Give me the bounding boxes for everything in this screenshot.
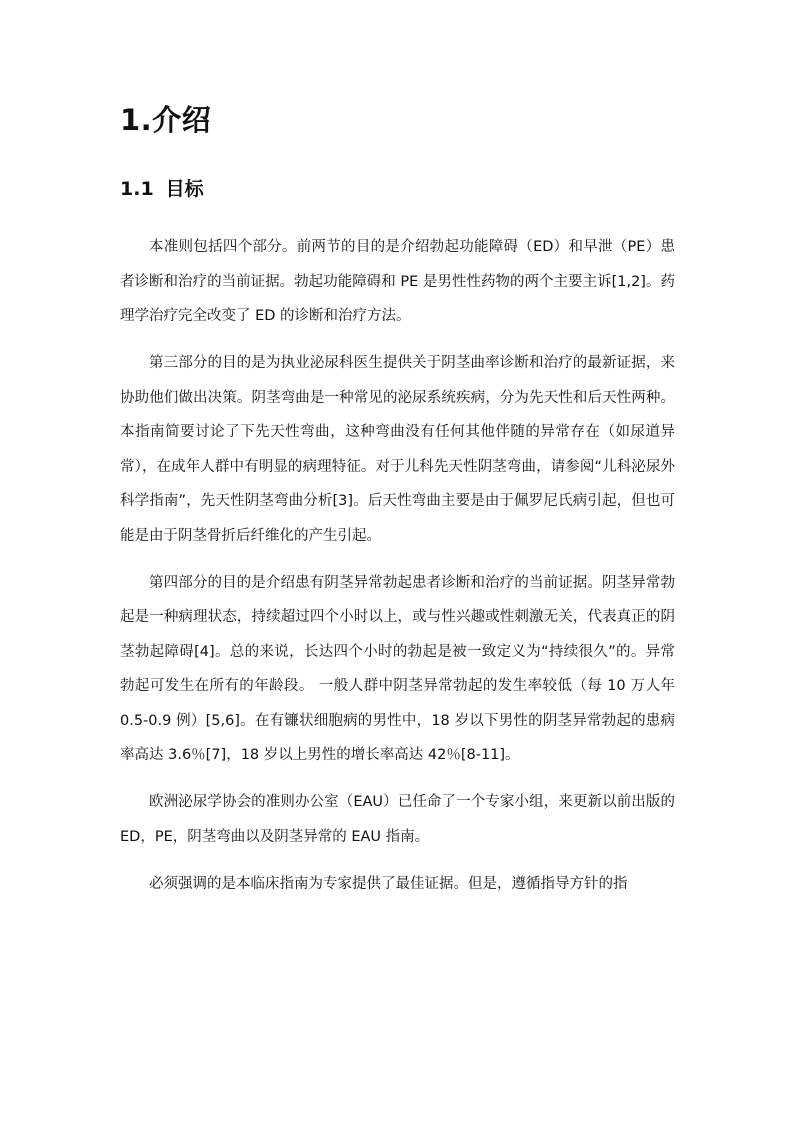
chapter-heading: 1.介绍 xyxy=(120,103,212,137)
paragraph-1: 本准则包括四个部分。前两节的目的是介绍勃起功能障碍（ED）和早泄（PE）患者诊断和治疗的当前证据。勃起功能障碍和 PE 是男性性药物的两个主要主诉[1,2]。药理学治疗完全改变了 ED 的诊断和治疗方法。 xyxy=(120,239,675,324)
section-heading xyxy=(120,174,204,204)
paragraph-2: 第三部分的目的是为执业泌尿科医生提供关于阴茎曲率诊断和治疗的最新证据，来协助他们做出决策。阴茎弯曲是一种常见的泌尿系统疾病，分为先天性和后天性两种。本指南简要讨论了下先天性弯曲，这种弯曲没有任何其他伴随的异常存在（如尿道异常），在成年人群中有明显的病理特征。对于儿科先天性阴茎弯曲，请参阅“儿科泌尿外科学指南”，先天性阴茎弯曲分析[3]。后天性弯曲主要是由于佩罗尼氏病引起，但也可能是由于阴茎骨折后纤维化的产生引起。 xyxy=(120,355,675,544)
section-number: 1.1 xyxy=(120,178,154,200)
paragraph-3: 第四部分的目的是介绍患有阴茎异常勃起患者诊断和治疗的当前证据。阴茎异常勃起是一种病理状态，持续超过四个小时以上，或与性兴趣或性刺激无关，代表真正的阴茎勃起障碍[4]。总的来说，长达四个小时的勃起是被一致定义为“持续很久”的。异常勃起可发生在所有的年龄段。 一般人群中阴茎异常勃起的发生率较低（每 10 万人年 0.5-0.9 例）[5,6]。在有镰状细胞病的男性中，18 岁以下男性的阴茎异常勃起的患病率高达 3.6％[7]，18 岁以上男性的增长率高达 42％[8-11]。 xyxy=(120,574,675,763)
body-text xyxy=(120,230,675,901)
section-title: 目标 xyxy=(165,178,204,200)
paragraph-5: 必须强调的是本临床指南为专家提供了最佳证据。但是，遵循指导方针的指 xyxy=(149,875,628,892)
paragraph-4: 欧洲泌尿学协会的准则办公室（EAU）已任命了一个专家小组，来更新以前出版的 ED，PE，阴茎弯曲以及阴茎异常的 EAU 指南。 xyxy=(120,794,675,845)
